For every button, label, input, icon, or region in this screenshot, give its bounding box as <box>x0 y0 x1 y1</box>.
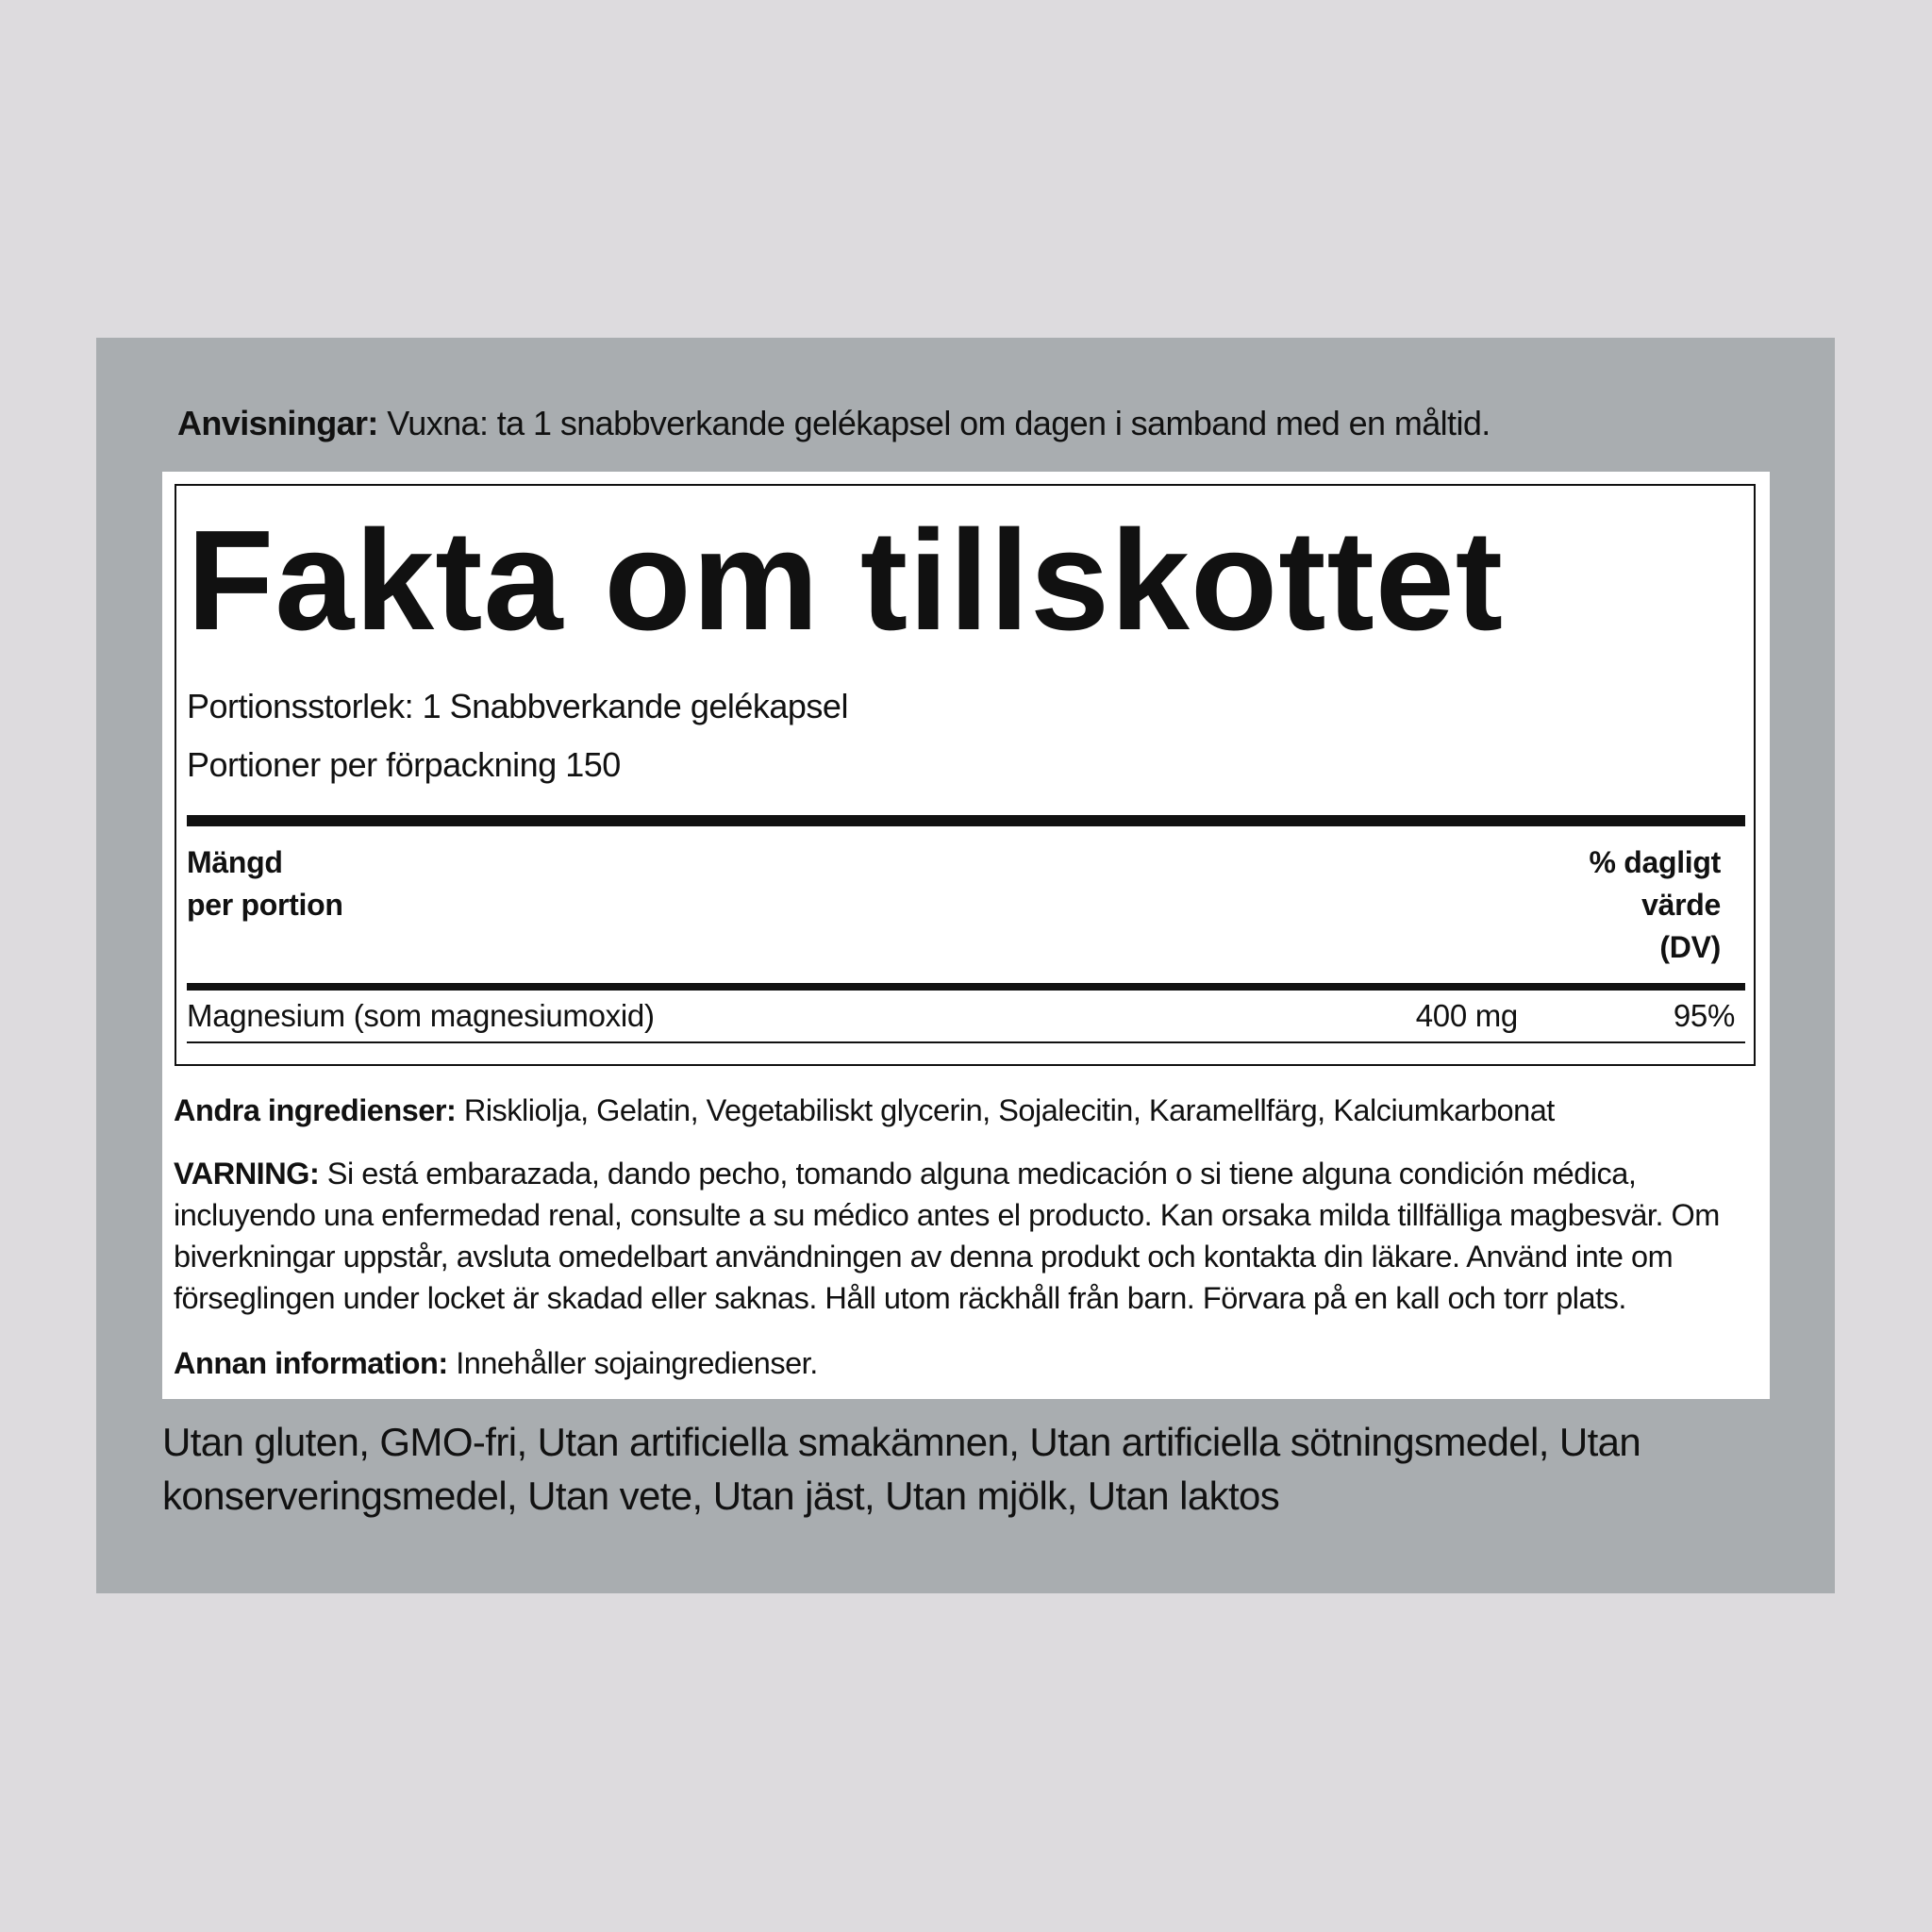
amount-header-line2: per portion <box>187 888 343 922</box>
amount-per-serving-header <box>187 841 343 926</box>
serving-size: Portionsstorlek: 1 Snabbverkande gelékapsel <box>187 687 848 725</box>
warning-text: Si está embarazada, dando pecho, tomando alguna medicación o si tiene alguna condición médica, incluyendo una enfermedad renal, consulte a su médico antes el producto. Kan orsaka milda tillfälliga magbesvär. Om biverkningar uppstår, avsluta omedelbart användningen av denna produkt och kontakta din läkare. Använd inte om förseglingen under locket är skadad eller saknas. Håll utom räckhåll från barn. Förvara på en kall och torr plats. <box>174 1157 1720 1315</box>
other-information <box>174 1342 1758 1384</box>
thin-divider <box>187 1041 1745 1043</box>
thick-divider <box>187 815 1745 826</box>
other-ingredients-label: Andra ingredienser: <box>174 1093 457 1127</box>
directions-body: Vuxna: ta 1 snabbverkande gelékapsel om dagen i samband med en måltid. <box>377 404 1491 442</box>
nutrient-daily-value: 95% <box>1673 998 1735 1033</box>
dv-header-line1: % dagligt <box>1589 845 1721 879</box>
dv-header-line2: värde <box>1641 888 1721 922</box>
other-ingredients-text: Riskliolja, Gelatin, Vegetabiliskt glycerin, Sojalecitin, Karamellfärg, Kalciumkarbonat <box>456 1093 1555 1127</box>
dv-header-line3: (DV) <box>1659 930 1721 964</box>
other-information-label: Annan information: <box>174 1346 448 1380</box>
medium-divider <box>187 983 1745 991</box>
directions-text <box>177 396 1491 451</box>
other-ingredients <box>174 1090 1758 1131</box>
supplement-label <box>162 472 1770 1399</box>
warning <box>174 1153 1758 1319</box>
free-from-claims: Utan gluten, GMO-fri, Utan artificiella smakämnen, Utan artificiella sötningsmedel, Utan konserveringsmedel, Utan vete, Utan jäst, Utan mjölk, Utan laktos <box>162 1420 1641 1518</box>
warning-label: VARNING: <box>174 1157 320 1191</box>
facts-title: Fakta om tillskottet <box>187 500 1505 659</box>
nutrient-name: Magnesium (som magnesiumoxid) <box>187 998 655 1033</box>
supplement-facts-box <box>175 484 1756 1066</box>
nutrient-amount: 400 mg <box>1415 998 1518 1033</box>
daily-value-header <box>1589 841 1721 969</box>
other-information-text: Innehåller sojaingredienser. <box>447 1346 818 1380</box>
servings-per-container: Portioner per förpackning 150 <box>187 745 621 784</box>
amount-header-line1: Mängd <box>187 845 283 879</box>
directions-label: Anvisningar: <box>177 404 378 442</box>
nutrient-row <box>187 992 1735 1040</box>
